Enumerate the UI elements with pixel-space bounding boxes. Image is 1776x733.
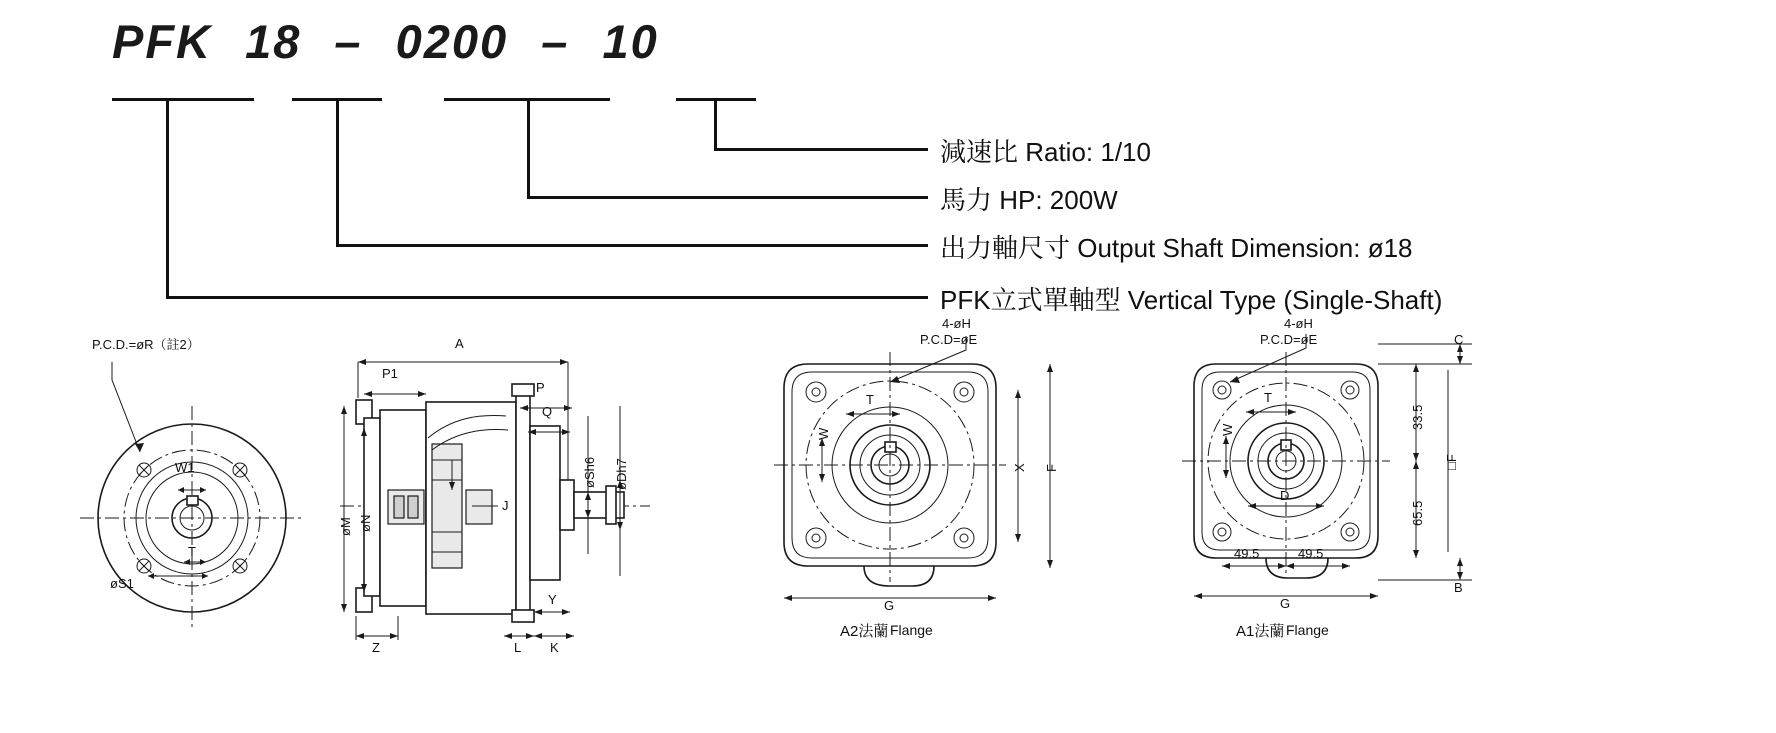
legend-type: PFK立式單軸型 Vertical Type (Single-Shaft) [940, 285, 1443, 315]
label-s1: øS1 [110, 576, 134, 591]
label-pcd-r: P.C.D.=øR（註2） [92, 337, 200, 352]
label-a1-335: 33.5 [1410, 404, 1425, 430]
label-a1-t: T [1264, 390, 1272, 405]
model-code [112, 14, 677, 69]
leader-shaft-horiz [336, 244, 928, 247]
label-w1: W1 [175, 460, 195, 475]
model-code-segment-1: 18 [245, 15, 302, 68]
label-a1-b: B [1454, 580, 1463, 595]
label-a1-w: W [1220, 423, 1235, 436]
label-a1-655: 65.5 [1410, 500, 1425, 526]
label-a2-t: T [866, 392, 874, 407]
label-a2-holes: 4-øH [942, 316, 971, 331]
label-a1-495-left: 49.5 [1234, 546, 1260, 561]
label-q: Q [542, 404, 553, 419]
label-a2-pcd: P.C.D=øE [920, 332, 978, 347]
model-code-segment-4: – [541, 15, 570, 68]
legend-shaft: 出力軸尺寸 Output Shaft Dimension: ø18 [940, 233, 1413, 263]
label-j: J [502, 498, 509, 513]
legend-hp: 馬力 HP: 200W [940, 185, 1118, 215]
label-n: øN [358, 514, 373, 532]
legend-ratio: 減速比 Ratio: 1/10 [940, 137, 1151, 167]
model-code-segment-2: – [334, 15, 363, 68]
label-a2-f: F [1044, 464, 1059, 472]
code-underline-pfk [112, 98, 254, 101]
label-m: øM [338, 517, 353, 536]
leader-ratio-vert [714, 98, 717, 150]
leader-hp-horiz [527, 196, 928, 199]
leader-type-horiz [166, 296, 928, 299]
leader-ratio-horiz [714, 148, 928, 151]
label-t-shaft-end: T [188, 544, 196, 559]
leader-type-vert [166, 98, 169, 298]
shaft-end-view [60, 337, 310, 640]
label-dh7: øDh7 [614, 458, 629, 490]
caption-a2-en: Flange [890, 622, 933, 638]
label-a1-pcd: P.C.D=øE [1260, 332, 1318, 347]
label-p: P [536, 380, 545, 395]
label-a1-c: C [1454, 332, 1464, 347]
label-k: K [550, 640, 559, 655]
a1-flange-view [1160, 316, 1560, 640]
caption-a1-cn: A1法蘭 [1236, 623, 1285, 640]
label-a1-g: G [1280, 596, 1291, 611]
label-sh6: øSh6 [582, 456, 597, 488]
model-code-segment-3: 0200 [395, 15, 509, 68]
label-p1: P1 [382, 366, 398, 381]
label-z: Z [372, 640, 380, 655]
label-l: L [514, 640, 522, 655]
leader-shaft-vert [336, 98, 339, 246]
label-a2-g: G [884, 598, 895, 613]
label-a1-holes: 4-øH [1284, 316, 1313, 331]
a2-flange-view [760, 316, 1090, 640]
label-a1-d: D [1280, 488, 1290, 503]
label-a2-w: W [816, 427, 831, 440]
caption-a1-en: Flange [1286, 622, 1329, 638]
caption-a2-cn: A2法蘭 [840, 623, 889, 640]
label-a1-495-right: 49.5 [1298, 546, 1324, 561]
model-code-segment-0: PFK [112, 15, 212, 68]
label-y: Y [548, 592, 557, 607]
label-a1-f-square: □F [1444, 454, 1459, 470]
label-a2-x: X [1012, 463, 1027, 472]
model-code-segment-5: 10 [602, 15, 659, 68]
side-section-view [320, 336, 720, 670]
leader-hp-vert [527, 98, 530, 198]
label-a: A [455, 336, 464, 351]
